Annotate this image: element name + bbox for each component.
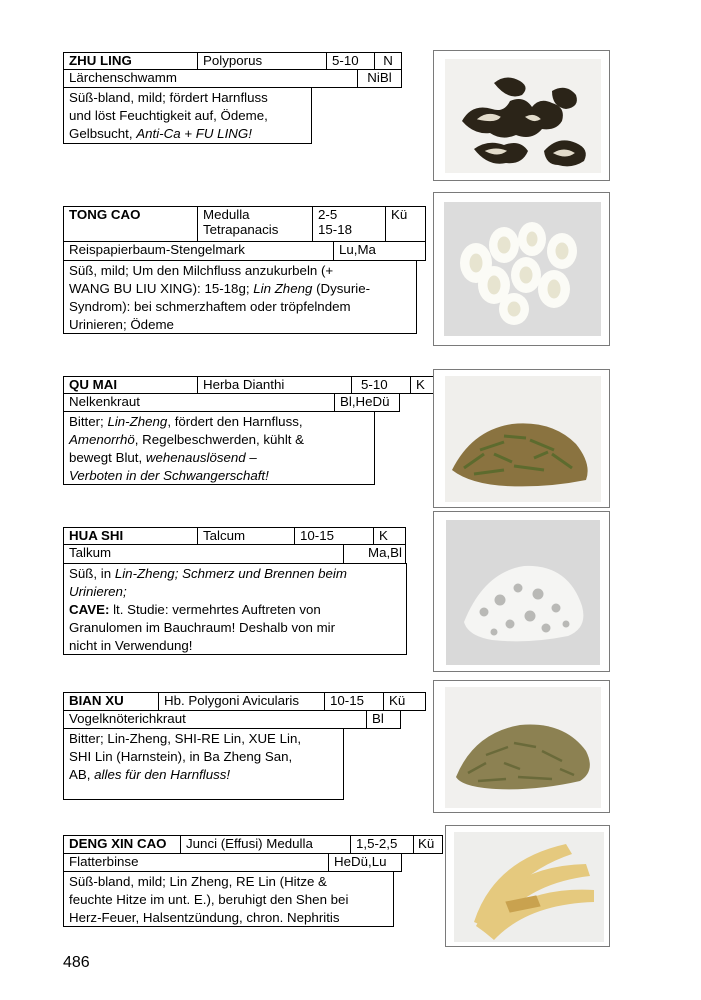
herb-dosage-line1: 2-5	[318, 207, 338, 222]
herb-pinyin-name: TONG CAO	[63, 206, 198, 242]
herb-dosage: 1,5-2,5	[350, 835, 414, 854]
description-line	[69, 891, 388, 909]
description-text: nicht in Verwendung!	[69, 638, 193, 653]
herb-meridians: Lu,Ma	[333, 241, 426, 261]
herb-latin-name: Talcum	[197, 527, 295, 545]
herb-nature: Kü	[413, 835, 443, 854]
herb-pinyin-name: HUA SHI	[63, 527, 198, 545]
herb-meridians: NiBl	[357, 69, 402, 88]
herb-fragments-illustration	[434, 681, 611, 814]
herb-description	[63, 728, 344, 800]
description-text: wehenauslösend –	[145, 450, 257, 465]
herb-nature: Kü	[383, 692, 426, 711]
description-line	[69, 449, 369, 467]
description-line	[69, 298, 411, 316]
herb-description	[63, 260, 417, 334]
description-text: Herz-Feuer, Halsentzündung, chron. Nephritis	[69, 910, 340, 925]
herb-german-name: Flatterbinse	[63, 853, 329, 872]
description-text: , fördert den Harnfluss,	[167, 414, 303, 429]
herb-dosage-line2: 15-18	[318, 222, 353, 237]
dried-mushroom-slices-photo	[433, 50, 610, 181]
description-text: Gelbsucht,	[69, 126, 137, 141]
rush-pith-bundle-photo	[445, 825, 610, 947]
herb-german-name: Reispapierbaum-Stengelmark	[63, 241, 334, 261]
herb-pinyin-name: ZHU LING	[63, 52, 198, 70]
herb-meridians: Bl,HeDü	[334, 393, 400, 412]
description-text: bewegt Blut,	[69, 450, 146, 465]
description-text: (Dysurie-	[312, 281, 371, 296]
description-text: , Regelbeschwerden, kühlt &	[134, 432, 305, 447]
herb-latin-name: Herba Dianthi	[197, 376, 352, 394]
herb-latin-name	[197, 206, 313, 242]
herb-pile-illustration	[434, 370, 611, 509]
description-line	[69, 280, 411, 298]
herb-meridians: Bl	[366, 710, 401, 729]
description-text: Lin-Zheng; Schmerz und Brennen beim	[114, 566, 347, 581]
description-text: Lin-Zheng	[107, 414, 168, 429]
herb-german-name: Talkum	[63, 544, 344, 564]
description-line	[69, 583, 401, 601]
description-text: AB,	[69, 767, 95, 782]
description-text: CAVE:	[69, 602, 110, 617]
description-text: Granulomen im Bauchraum! Deshalb von mir	[69, 620, 336, 635]
description-line	[69, 467, 369, 485]
description-line	[69, 909, 388, 927]
description-text: Anti-Ca + FU LING!	[136, 126, 252, 141]
dried-herb-fragments-photo	[433, 680, 610, 813]
description-line	[69, 637, 401, 655]
description-line	[69, 730, 338, 748]
description-text: Urinieren;	[69, 584, 127, 599]
herb-latin-name-line2: Tetrapanacis	[203, 222, 279, 237]
description-line	[69, 316, 411, 334]
description-line	[69, 431, 369, 449]
herb-latin-name: Polyporus	[197, 52, 327, 70]
description-text: feuchte Hitze im unt. E.), beruhigt den Shen bei	[69, 892, 349, 907]
herb-german-name: Lärchenschwamm	[63, 69, 358, 88]
page-number: 486	[63, 954, 90, 971]
herb-description	[63, 411, 375, 485]
rush-bundle-illustration	[446, 826, 611, 948]
description-line	[69, 766, 338, 784]
description-text: Süß-bland, mild; Lin Zheng, RE Lin (Hitze &	[69, 874, 327, 889]
herb-meridians: HeDü,Lu	[328, 853, 402, 872]
description-text: Süß-bland, mild; fördert Harnfluss	[69, 90, 268, 105]
description-line	[69, 601, 401, 619]
description-line	[69, 748, 338, 766]
herb-german-name: Vogelknöterichkraut	[63, 710, 367, 729]
herb-description	[63, 871, 394, 927]
herb-pinyin-name: BIAN XU	[63, 692, 159, 711]
description-text: lt. Studie: vermehrtes Auftreten von	[109, 602, 321, 617]
description-text: alles für den Harnfluss!	[94, 767, 231, 782]
herb-pinyin-name: QU MAI	[63, 376, 198, 394]
herb-dosage	[312, 206, 386, 242]
herb-dosage: 5-10	[351, 376, 411, 394]
herb-dosage: 10-15	[324, 692, 384, 711]
description-line	[69, 565, 401, 583]
white-talc-chunks-photo	[433, 511, 610, 672]
description-text: Süß, in	[69, 566, 115, 581]
white-pith-rings-photo	[433, 192, 610, 346]
description-text: Syndrom): bei schmerzhaftem oder tröpfelndem	[69, 299, 351, 314]
description-text: Urinieren; Ödeme	[69, 317, 174, 332]
herb-dosage: 10-15	[294, 527, 374, 545]
description-line	[69, 262, 411, 280]
description-text: SHI Lin (Harnstein), in Ba Zheng San,	[69, 749, 293, 764]
description-text: WANG BU LIU XING): 15-18g;	[69, 281, 254, 296]
herb-description	[63, 87, 312, 144]
herb-nature: K	[373, 527, 406, 545]
dried-herb-pile-photo	[433, 369, 610, 508]
pith-rings-illustration	[434, 193, 611, 347]
mushroom-slices-illustration	[434, 51, 611, 182]
description-text: Amenorrhö	[69, 432, 135, 447]
description-line	[69, 413, 369, 431]
description-line	[69, 125, 306, 143]
description-text: Lin Zheng	[253, 281, 313, 296]
talc-chunks-illustration	[434, 512, 611, 673]
herb-german-name: Nelkenkraut	[63, 393, 335, 412]
herb-latin-name: Junci (Effusi) Medulla	[180, 835, 351, 854]
herb-dosage: 5-10	[326, 52, 375, 70]
herb-description	[63, 563, 407, 655]
description-line	[69, 107, 306, 125]
description-line	[69, 619, 401, 637]
description-text: und löst Feuchtigkeit auf, Ödeme,	[69, 108, 268, 123]
description-line	[69, 873, 388, 891]
herb-meridians: Ma,Bl	[343, 544, 406, 564]
herb-latin-name-line1: Medulla	[203, 207, 250, 222]
description-text: Süß, mild; Um den Milchfluss anzukurbeln (+	[69, 263, 334, 278]
herb-nature: N	[374, 52, 402, 70]
description-text: Bitter;	[69, 414, 108, 429]
description-line	[69, 89, 306, 107]
description-text: Verboten in der Schwangerschaft!	[69, 468, 269, 483]
herb-nature: K	[410, 376, 434, 394]
description-text: Bitter; Lin-Zheng, SHI-RE Lin, XUE Lin,	[69, 731, 302, 746]
herb-pinyin-name: DENG XIN CAO	[63, 835, 181, 854]
herb-latin-name: Hb. Polygoni Avicularis	[158, 692, 325, 711]
herb-nature: Kü	[385, 206, 426, 242]
